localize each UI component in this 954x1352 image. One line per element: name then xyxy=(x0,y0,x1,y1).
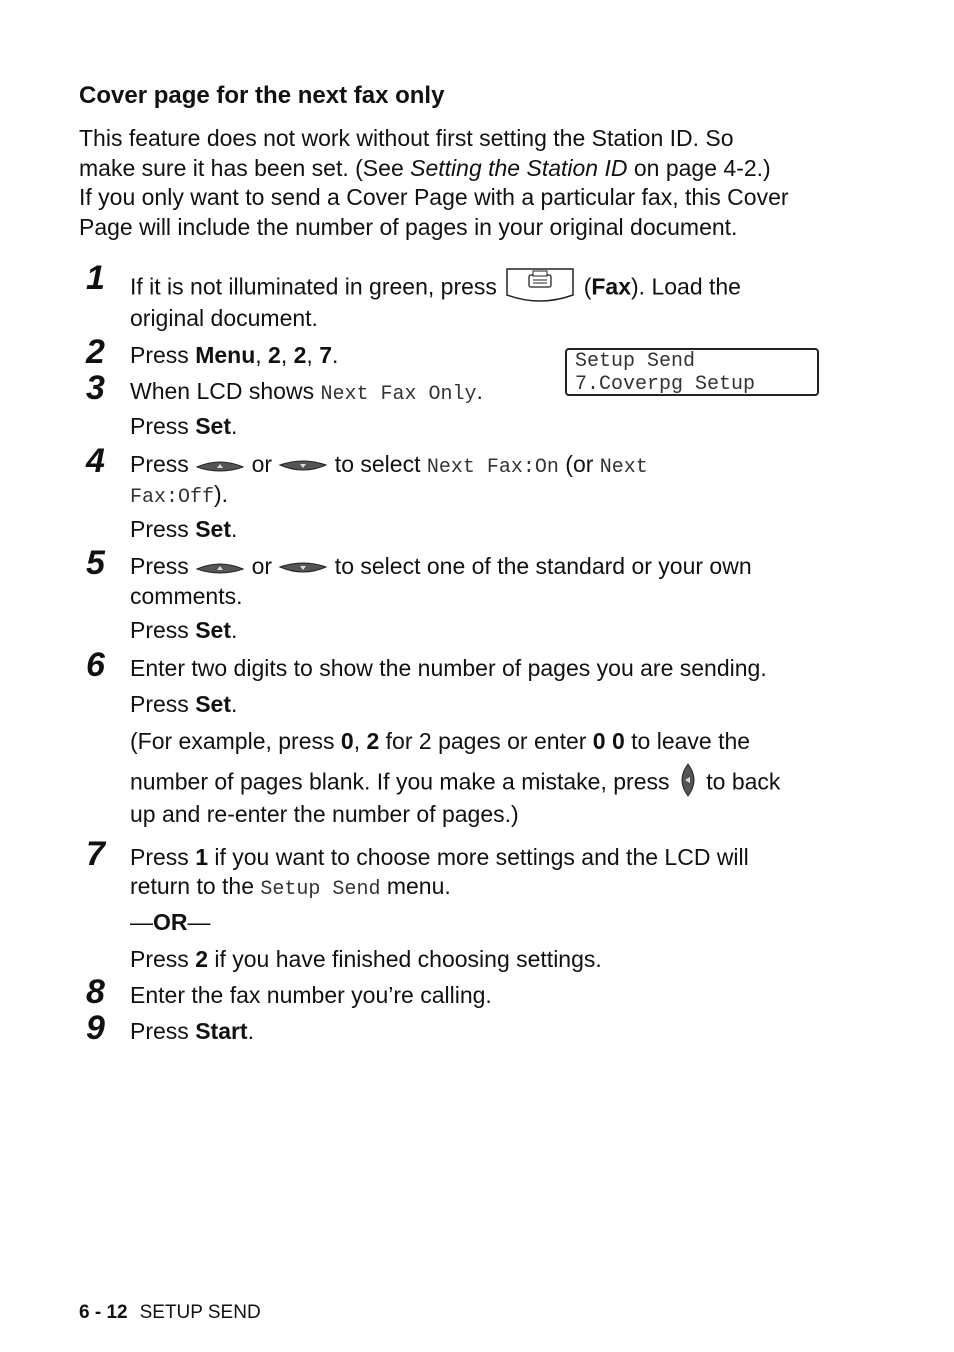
step-number: 8 xyxy=(86,973,105,1011)
step-6-line-4: number of pages blank. If you make a mistake, press to back xyxy=(130,762,780,805)
step-3-line-1: When LCD shows Next Fax Only. xyxy=(130,378,483,406)
step-number: 9 xyxy=(86,1009,105,1047)
down-arrow-key-icon xyxy=(278,553,328,583)
section-title: Cover page for the next fax only xyxy=(79,82,445,109)
step-number: 2 xyxy=(86,333,105,371)
step-1-line-2: original document. xyxy=(130,305,318,331)
left-arrow-key-icon xyxy=(676,762,700,805)
step-6-line-1: Enter two digits to show the number of pages you are sending. xyxy=(130,655,767,681)
step-number: 4 xyxy=(86,442,105,480)
step-number: 3 xyxy=(86,369,105,407)
step-number: 7 xyxy=(86,835,105,873)
step-4-line-1: Press or to select Next Fax:On (or Next xyxy=(130,451,648,479)
step-number: 6 xyxy=(86,646,105,684)
step-5-line-3: Press Set. xyxy=(130,617,238,643)
up-arrow-key-icon xyxy=(195,553,245,583)
step-7-line-2: return to the Setup Send menu. xyxy=(130,873,451,901)
step-6-line-3: (For example, press 0, 2 for 2 pages or enter 0 0 to leave the xyxy=(130,728,751,754)
step-number: 5 xyxy=(86,544,105,582)
or-separator: —OR— xyxy=(130,909,211,935)
lcd-line-1: Setup Send xyxy=(575,350,696,373)
step-3-line-2: Press Set. xyxy=(130,413,238,439)
step-number: 1 xyxy=(86,259,105,297)
step-5-line-2: comments. xyxy=(130,583,243,609)
fax-button-icon xyxy=(503,265,577,312)
step-5-line-1: Press or to select one of the standard or your own xyxy=(130,551,752,583)
step-7-line-1: Press 1 if you want to choose more settings and the LCD will xyxy=(130,844,749,870)
step-4-line-2: Fax:Off). xyxy=(130,481,229,509)
step-6-line-5: up and re-enter the number of pages.) xyxy=(130,801,519,827)
step-6-line-2: Press Set. xyxy=(130,691,238,717)
step-9-line: Press Start. xyxy=(130,1018,254,1044)
page-footer xyxy=(79,1302,261,1324)
chapter-name: SETUP SEND xyxy=(139,1302,261,1323)
intro-paragraph: This feature does not work without first setting the Station ID. So make sure it has been set. (See Setting the Station ID on page 4-2.) If you only want to send a Cover Page with a particular fax, this Cover Page will include the number of pages in your original document. xyxy=(79,125,789,240)
down-arrow-key-icon xyxy=(278,451,328,481)
lcd-line-2: 7.Coverpg Setup xyxy=(575,373,756,396)
page-number: 6 - 12 xyxy=(79,1302,128,1323)
step-8-line: Enter the fax number you’re calling. xyxy=(130,982,492,1008)
step-1-line-1: If it is not illuminated in green, press (Fax). Load the xyxy=(130,265,741,312)
step-7-line-3: Press 2 if you have finished choosing settings. xyxy=(130,946,602,972)
step-4-line-3: Press Set. xyxy=(130,516,238,542)
up-arrow-key-icon xyxy=(195,451,245,481)
lcd-display xyxy=(565,348,819,396)
step-2-line: Press Menu, 2, 2, 7. xyxy=(130,342,339,368)
